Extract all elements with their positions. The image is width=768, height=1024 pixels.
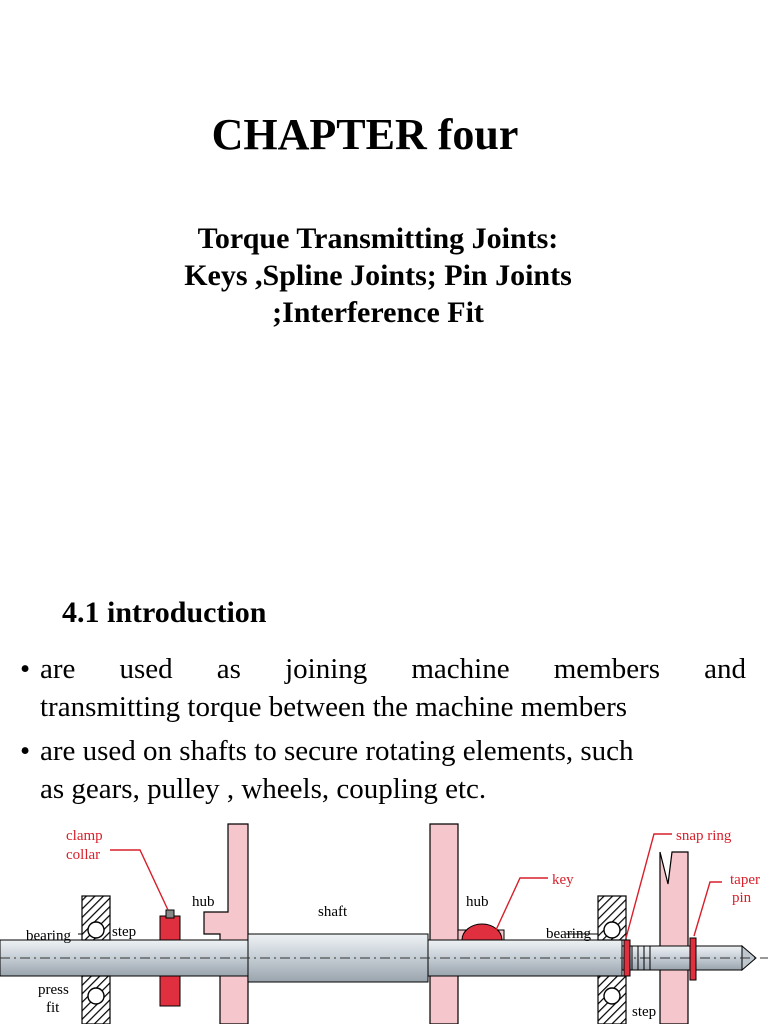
- hub-left: [204, 824, 248, 1024]
- word: as: [216, 653, 241, 685]
- word: members: [553, 653, 661, 685]
- bullet-1-line-2: transmitting torque between the machine members: [40, 691, 628, 723]
- label-key: key: [552, 872, 574, 888]
- section-heading: 4.1 introduction: [62, 596, 267, 629]
- word: joining: [285, 653, 368, 685]
- word: are: [40, 653, 76, 685]
- label-shaft: shaft: [318, 904, 348, 920]
- label-step-left: step: [112, 924, 137, 940]
- snap-ring: [624, 940, 630, 976]
- shaft-assembly-diagram: [0, 812, 768, 1024]
- chapter-subtitle: [0, 220, 756, 331]
- word: and: [704, 653, 746, 685]
- label-press-fit: press: [38, 982, 69, 998]
- bullet-item-1: [20, 650, 746, 726]
- label-hub-right: hub: [466, 894, 489, 910]
- chapter-title: CHAPTER four: [211, 110, 519, 159]
- bullet-marker: •: [20, 653, 31, 685]
- label-bearing-left: bearing: [26, 928, 71, 944]
- bullet-2-line-2: as gears, pulley , wheels, coupling etc.: [40, 773, 487, 805]
- bullet-item-2: [20, 732, 746, 808]
- pulley: [660, 852, 688, 1024]
- subtitle-line-2: Keys ,Spline Joints; Pin Joints: [184, 259, 572, 292]
- bullet-2-line-1: are used on shafts to secure rotating elements, such: [40, 735, 634, 767]
- bullet-1-line-1: [20, 650, 746, 688]
- label-taper-pin: taper: [730, 872, 760, 888]
- word: machine: [411, 653, 510, 685]
- subtitle-line-3: ;Interference Fit: [272, 296, 484, 329]
- bullet-marker: •: [20, 735, 31, 767]
- label-press-fit: fit: [46, 1000, 60, 1016]
- hub-right: [430, 824, 458, 1024]
- label-step-right: step: [632, 1004, 657, 1020]
- label-taper-pin: pin: [732, 890, 752, 906]
- key: [462, 924, 502, 940]
- label-clamp-collar: clamp: [66, 828, 103, 844]
- label-bearing-right: bearing: [546, 926, 591, 942]
- label-clamp-collar: collar: [66, 847, 101, 863]
- taper-pin: [690, 938, 696, 980]
- subtitle-line-1: Torque Transmitting Joints:: [197, 222, 559, 255]
- label-hub-left: hub: [192, 894, 215, 910]
- label-snap-ring: snap ring: [676, 828, 732, 844]
- word: used: [119, 653, 173, 685]
